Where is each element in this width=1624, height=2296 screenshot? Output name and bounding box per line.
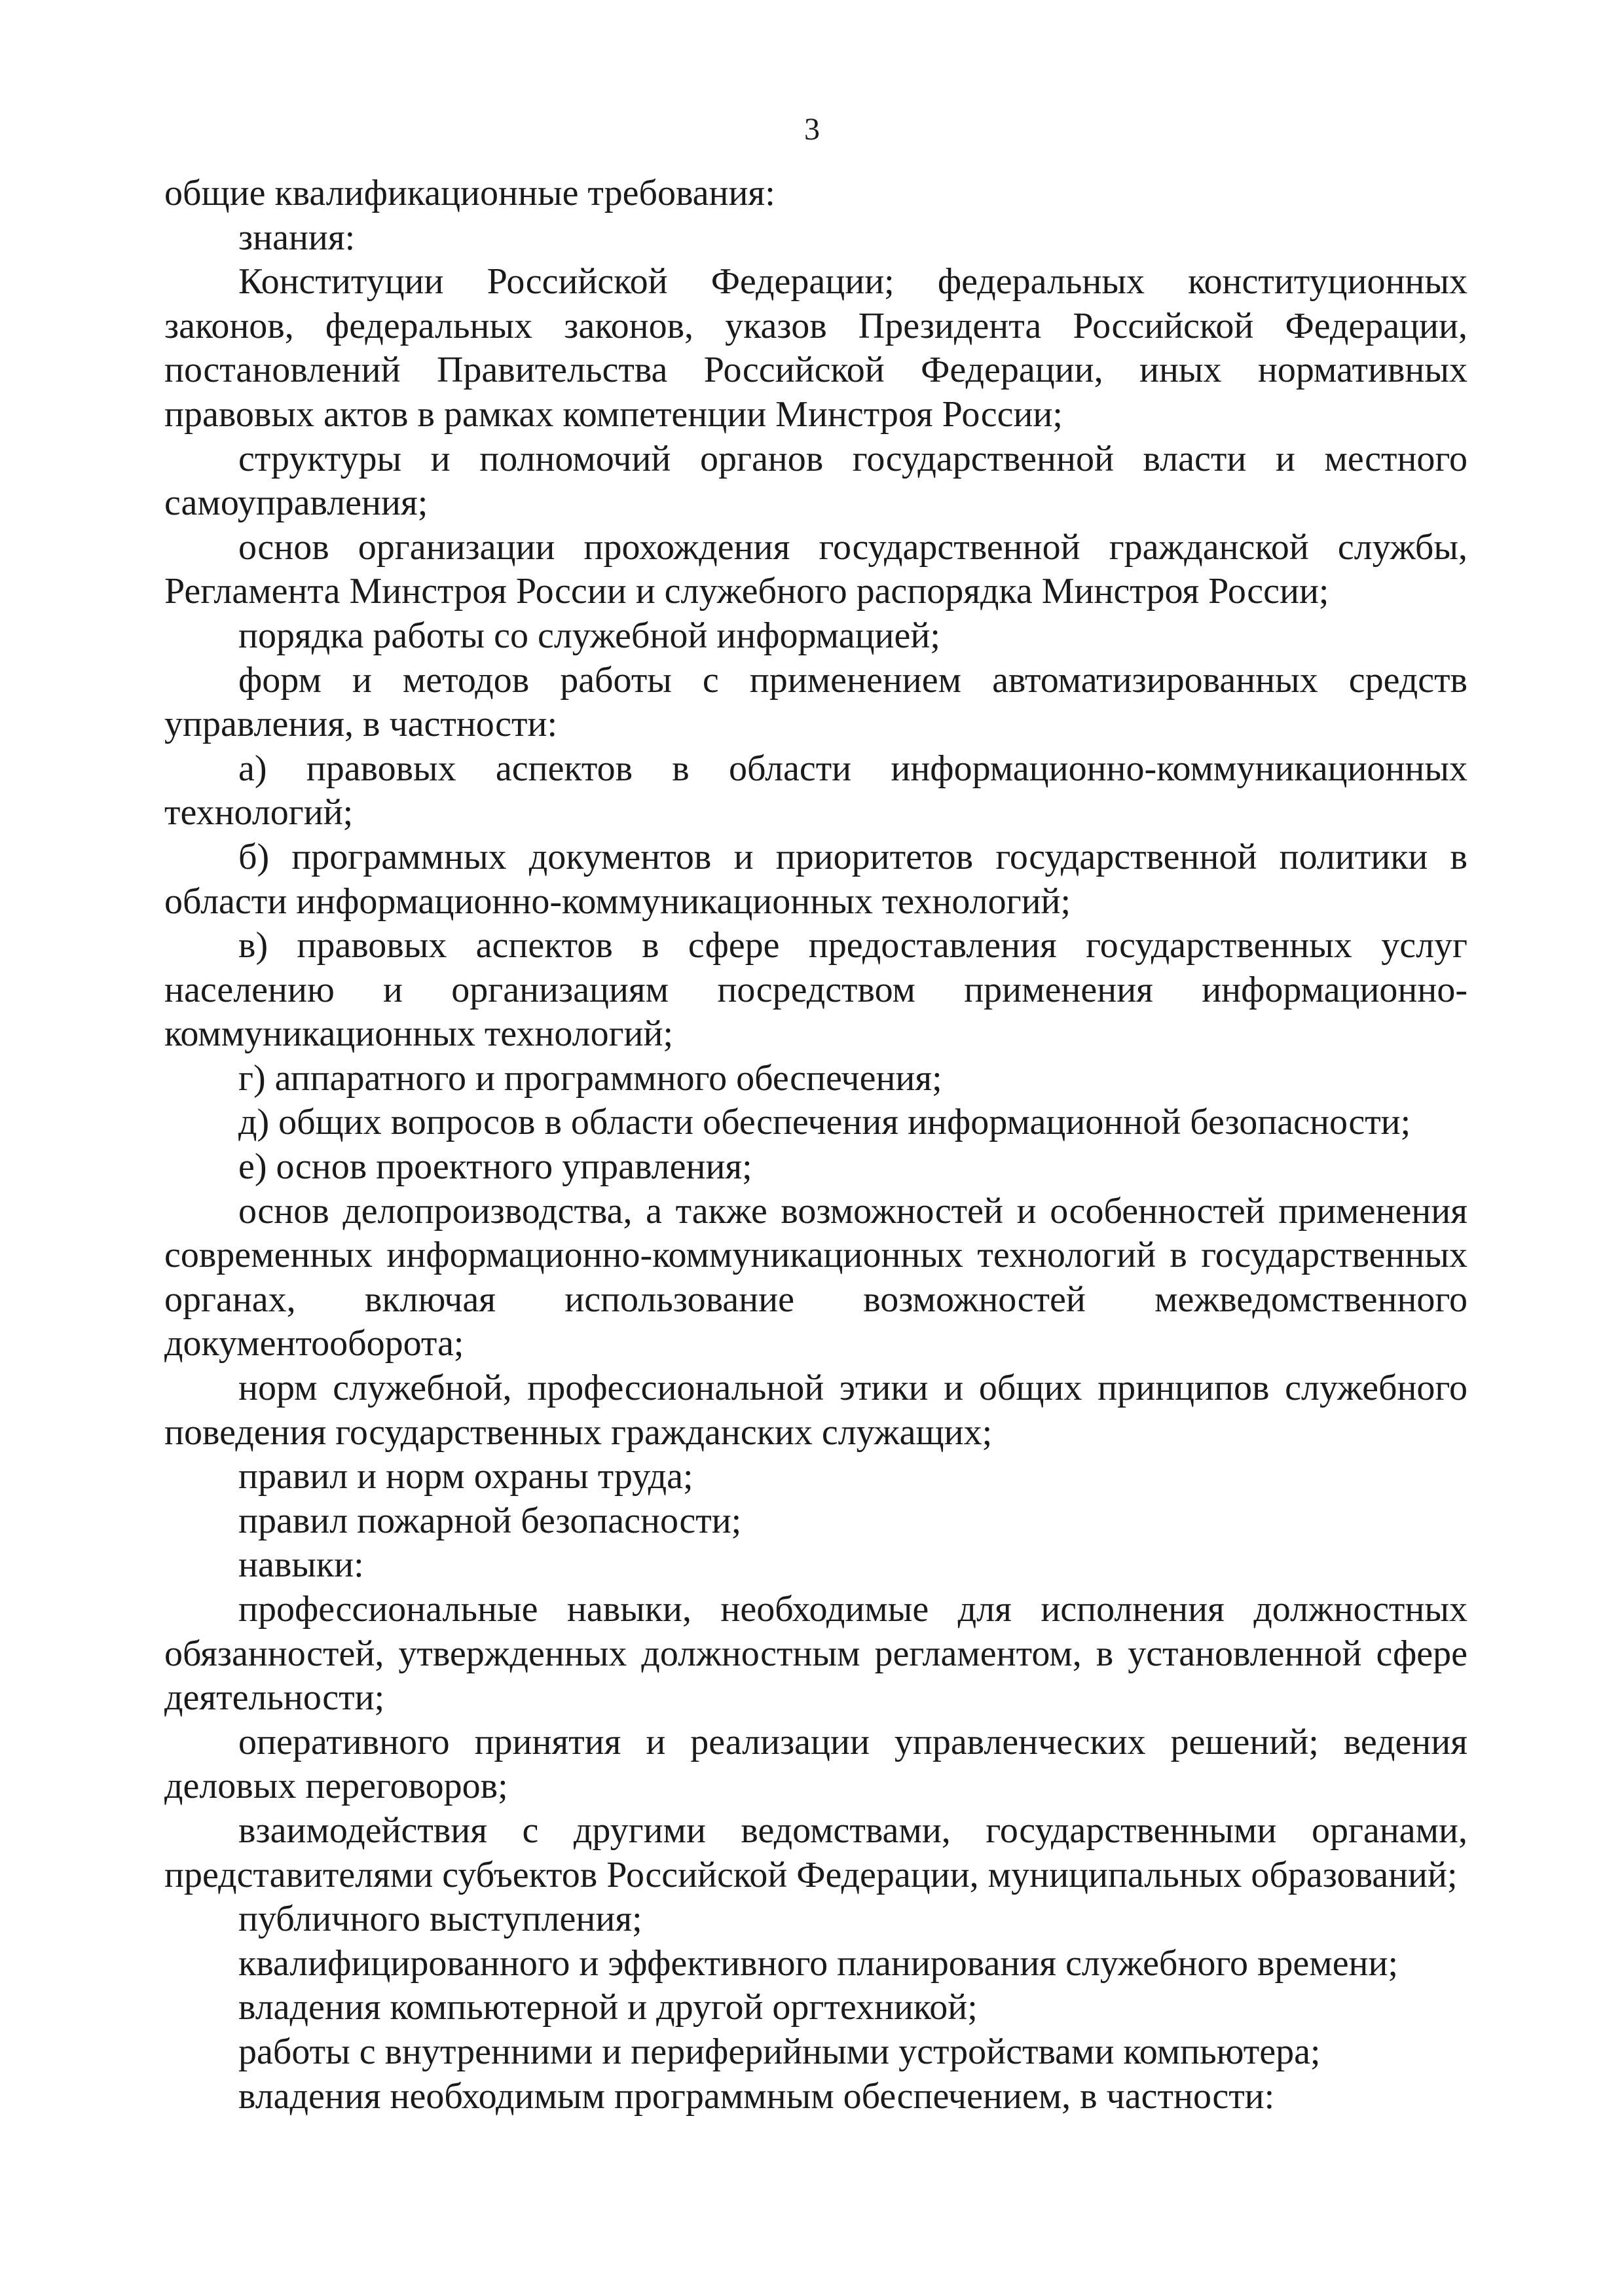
paragraph: норм служебной, профессиональной этики и общих принципов служебного поведения государственных гражданских служащих; [164,1368,1467,1453]
list-item: д) общих вопросов в области обеспечения информационной безопасности; [238,1102,1411,1143]
paragraph: владения необходимым программным обеспечением, в частности: [238,2075,1275,2117]
paragraph: правил пожарной безопасности; [238,1500,742,1541]
section-label-skills: навыки: [238,1544,364,1586]
list-item: а) правовых аспектов в области информационно-коммуникационных технологий; [164,748,1467,833]
paragraph: владения компьютерной и другой оргтехникой; [238,1987,978,2028]
list-item: г) аппаратного и программного обеспечения; [238,1057,942,1099]
paragraph-heading: общие квалификационные требования: [164,173,775,213]
paragraph: форм и методов работы с применением автоматизированных средств управления, в частности: [164,659,1467,745]
list-item: в) правовых аспектов в сфере предоставления государственных услуг населению и организациям посредством применения информационно-коммуникационных технологий; [164,925,1467,1055]
paragraph: профессиональные навыки, необходимые для исполнения должностных обязанностей, утвержденных должностным регламентом, в установленной сфере деятельности; [164,1589,1467,1719]
list-item: б) программных документов и приоритетов государственной политики в области информационно-коммуникационных технологий; [164,836,1467,922]
paragraph: квалифицированного и эффективного планирования служебного времени; [238,1942,1399,1984]
paragraph: структуры и полномочий органов государственной власти и местного самоуправления; [164,438,1467,524]
section-label-knowledge: знания: [238,217,356,258]
paragraph: оперативного принятия и реализации управленческих решений; ведения деловых переговоров; [164,1721,1467,1807]
paragraph: Конституции Российской Федерации; федеральных конституционных законов, федеральных законов, указов Президента Российской Федерации, постановлений Правительства Российской Федерации, иных нормативных правовых актов в рамках компетенции Минстроя России; [164,261,1467,435]
page-number: 3 [804,112,820,147]
paragraph: публичного выступления; [238,1899,642,1940]
paragraph: основ организации прохождения государственной гражданской службы, Регламента Минстроя России и служебного распорядка Минстроя России; [164,526,1467,612]
paragraph: порядка работы со служебной информацией; [238,615,940,656]
paragraph: правил и норм охраны труда; [238,1456,693,1497]
paragraph: работы с внутренними и периферийными устройствами компьютера; [238,2031,1321,2072]
document-body [164,172,1467,2119]
paragraph: основ делопроизводства, а также возможностей и особенностей применения современных информационно-коммуникационных технологий в государственных органах, включая использование возможностей межведомственного документооборота; [164,1190,1467,1364]
list-item: е) основ проектного управления; [238,1146,752,1188]
paragraph: взаимодействия с другими ведомствами, государственными органами, представителями субъектов Российской Федерации, муниципальных образований; [164,1810,1467,1895]
